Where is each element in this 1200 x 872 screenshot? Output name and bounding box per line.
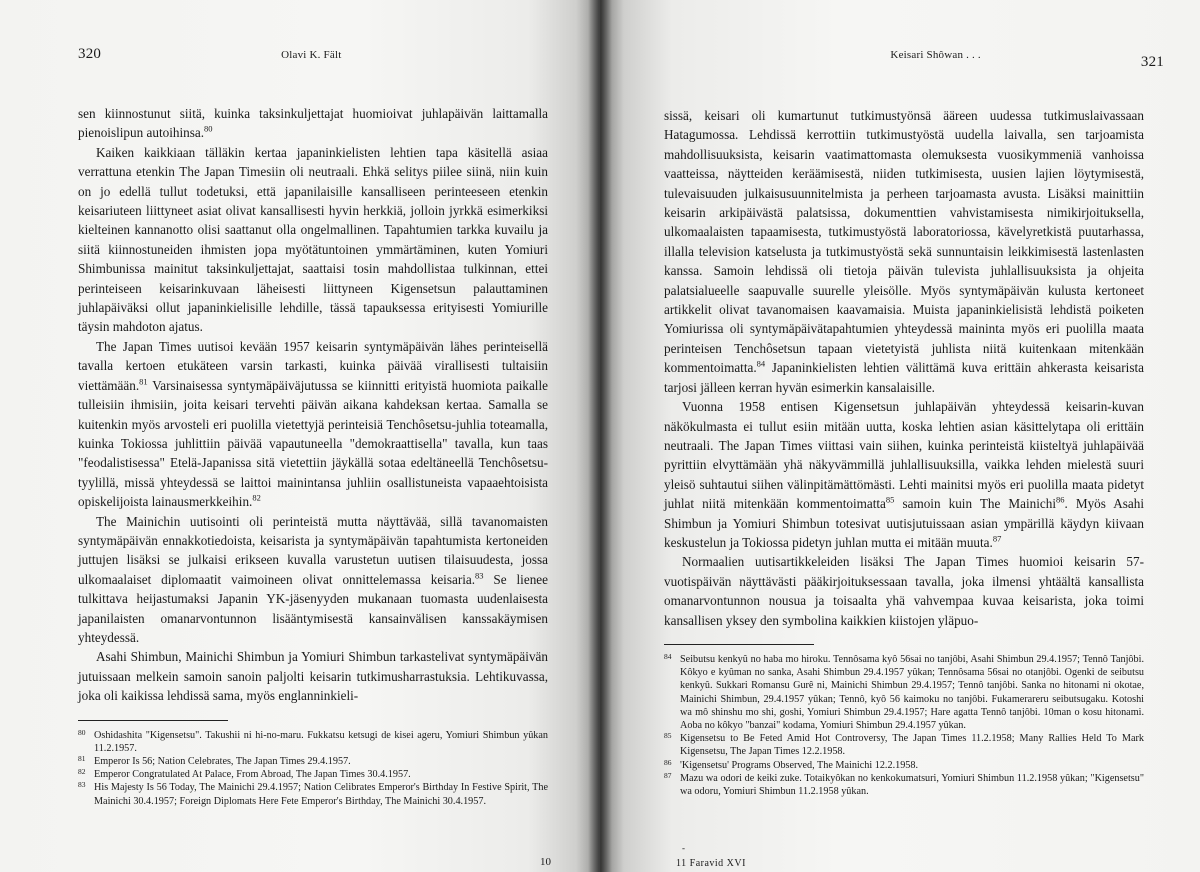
- footnote: [78, 755, 548, 768]
- left-footnotes: [78, 729, 548, 808]
- footnote-text: His Majesty Is 56 Today, The Mainichi 29.4.1957; Nation Celibrates Emperor's Birthday In Festive Spirit, The Mainichi 30.4.1957; Foreign Diplomats Here Fete Emperor's Birthday, The Mainichi 30.4.1957.: [94, 782, 548, 807]
- footnote-number: 82: [78, 767, 86, 777]
- footnote-number: 84: [664, 651, 672, 661]
- footnote-number: 81: [78, 754, 86, 763]
- body-paragraph: [78, 647, 548, 705]
- body-paragraph: [664, 397, 1144, 552]
- right-page-number: 321: [1140, 54, 1164, 70]
- body-paragraph: [78, 512, 548, 648]
- footnote-number: 86: [664, 757, 672, 767]
- footnote-reference: 85: [885, 494, 895, 505]
- footnote-reference: 81: [139, 376, 148, 387]
- paragraph-text: Se lienee tulkittava heijastumaksi Japanin YK-jäsenyyden mukanaan tuomasta uudenlaisesta japanilaisten omanarvontunnon lisääntymisestä kansainvälisen kanssakäymisen yhteydessä.: [78, 571, 548, 645]
- right-running-head-title: Keisari Shôwan . . .: [890, 49, 981, 61]
- footnote-reference: 80: [204, 124, 213, 135]
- paragraph-text: The Mainichin uutisointi oli perinteistä mutta näyttävää, sillä tavanomaisten syntymäpäivän ennakkotiedoista, keisarista ja syntymäpäivän tapahtumista kertoneiden juttujen lisäksi se julkaisi erikseen kuvalla varustetun uutisen tilaisuudesta, jossa ulkomaalaiset diplomaatit vaimoineen olivat onnittelemassa keisaria.: [78, 513, 548, 587]
- body-paragraph: [664, 552, 1144, 630]
- left-running-head: [78, 46, 570, 76]
- paragraph-text: sen kiinnostunut siitä, kuinka taksinkuljettajat huomioivat juhlapäivän laittamalla pienoislipun autoihinsa.: [78, 106, 548, 141]
- footnote-reference: 82: [252, 492, 261, 503]
- paragraph-text: Japaninkielisten lehtien välittämä kuva erittäin ahkerasta keisarista tarjosi jälleen kerran hyvän esimerkin kansalaisille.: [664, 360, 1144, 395]
- footnote: [78, 768, 548, 781]
- left-running-head-author: Olavi K. Fält: [281, 49, 342, 61]
- right-signature-mark: 11 Faravid XVI: [676, 858, 746, 869]
- paragraph-text: Asahi Shimbun, Mainichi Shimbun ja Yomiuri Shimbun tarkastelivat syntymäpäivän jutuissaan melkein samoin sanoin paljolti keisarin tutkimusharrastuksia. Lehtikuvassa, joka oli kaikissa lehdissä sama, myös englanninkieli-: [78, 649, 548, 704]
- footnote-text: Mazu wa odori de keiki zuke. Totaikyôkan no kenkokumatsuri, Yomiuri Shimbun 11.2.1958 yûkan; "Kigensetsu" wa odoru, Yomiuri Shimbun 11.2.1958 yûkan.: [680, 772, 1144, 797]
- footnote-text: Oshidashita "Kigensetsu". Takushii ni hi-no-maru. Fukkatsu ketsugi de kisei ageru, Yomiuri Shimbun yûkan 11.2.1957.: [94, 729, 548, 754]
- footnote: [664, 772, 1144, 798]
- footnote-text: Emperor Congratulated At Palace, From Abroad, The Japan Times 30.4.1957.: [94, 769, 411, 781]
- footnote-reference: 87: [992, 533, 1002, 544]
- right-page: [600, 0, 1200, 872]
- footnote: [664, 759, 1144, 772]
- footnote: [78, 781, 548, 807]
- body-paragraph: [664, 106, 1144, 397]
- footnote: [664, 653, 1144, 732]
- left-signature-mark: 10: [540, 856, 551, 868]
- paragraph-text: . Myös Asahi Shimbun ja Yomiuri Shimbun totesivat uutisjutuissaan asian ympärillä käydyn kiivaan keskustelun ja Tokiossa pidetyn juhlan mutta ei mitään muuta.: [664, 496, 1144, 550]
- footnote: [78, 729, 548, 755]
- paragraph-text: Vuonna 1958 entisen Kigensetsun juhlapäivän yhteydessä keisarin-kuvan näkökulmasta ei tullut esiin mitään uutta, koska lehtien asian käsittelytapa oli erittäin neutraali. The Japan Times viittasi vain siihen, kuinka perinteistä kiisteltyä juhlapäivää pyrittiin elvyttämään yhä näkyvämmillä juhlallisuuksilla, vaikka lehden mielestä suuri yleisö suhtautui siihen välinpitämättömästi. Lehti mainitsi myös eri puolilla maata pidetyt juhlat niitä mitenkään kommentoimatta: [664, 399, 1144, 512]
- paragraph-text: samoin kuin The Mainichi: [894, 496, 1057, 512]
- left-body-text: [78, 104, 548, 706]
- body-paragraph: [78, 143, 548, 337]
- footnote-text: 'Kigensetsu' Programs Observed, The Mainichi 12.2.1958.: [680, 759, 919, 771]
- footnote-number: 83: [78, 780, 86, 790]
- right-footnotes: [664, 653, 1144, 798]
- paragraph-text: Varsinaisessa syntymäpäiväjutussa se kiinnitti erityistä huomiota paikalle tulleisiin ihmisiin, joita keisari tervehti päivän aikana kahdeksan kertaa. Samalla se kuitenkin myös arvosteli eri puolilla vietettyjä perinteisiä Tenchôsetsu-juhlia toteamalla, kuinka Tokiossa juhlittiin päivää vapautuneella "demokraattisella" tavalla, kun taas "feodalistisessa" Etelä-Japanissa sitä vietettiin jäykällä sotaa edeltäneellä Tenchôsetsu-tyylillä, missä yhteydessä se laittoi mainintansa juhliin osallistuneista vapaaehtoisista opiskelijoista lainausmerkkeihin.: [78, 377, 548, 510]
- footnote-text: Emperor Is 56; Nation Celebrates, The Japan Times 29.4.1957.: [94, 756, 351, 767]
- footnote-reference: 84: [756, 358, 766, 369]
- body-paragraph: [78, 104, 548, 143]
- footnote-reference: 86: [1056, 494, 1065, 505]
- footnote-number: 80: [78, 727, 86, 737]
- right-tick-mark: -: [682, 843, 685, 853]
- paragraph-text: Kaiken kaikkiaan tälläkin kertaa japaninkielisten lehtien tapa käsitellä asiaa verrattuna etenkin The Japan Timesiin oli neutraali. Ehkä selitys piilee siinä, niin kuin on jo edellä tullut todetuksi, että japanilaisille kansalliseen perinteeseen etenkin keisariuteen liittyneet asiat olivat kansallisesti hyvin herkkiä, jolloin jyrkkä esimerkiksi kielteinen kannanotto olisi saattanut olla ongelmallinen. Tapahtumien tarkka kuvailu ja siitä kiinnostuneiden ihmisten jopa myötätuntoinen ymmärtäminen, kuten Yomiuri Shimbunissa mainitut taksinkuljettajat, saattaisi tosin mahdollistaa tulkinnan, ettei perinteiseen keisarinkuvaan läheisesti liittyneen Kigensetsun palauttaminen juhlapäiväksi ollut japaninkielisille lehdille, tässä tapauksessa erityisesti Yomiurille täysin mahdoton ajatus.: [78, 144, 548, 335]
- footnote: [664, 732, 1144, 758]
- right-body-text: [664, 106, 1144, 630]
- footnote-text: Kigensetsu to Be Feted Amid Hot Controversy, The Japan Times 11.2.1958; Many Rallies Held To Mark Kigensetsu, The Japan Times 12.2.1958.: [680, 733, 1144, 758]
- paragraph-text: sissä, keisari oli kumartunut tutkimustyönsä ääreen uudessa tutkimuslaivassaan Hatagumossa. Lehdissä kerrottiin tutkimustyöstä uudella laivalla, sen tarjoamista mahdollisuuksista, keisarin vaatimattomasta olemuksesta vuosikymmeniä vanhoissa vaatteissa, näytteiden keräämisestä, niiden tutkimisesta, uusien lajien löytymisestä, tulevaisuuden julkaisusuunnitelmista ja perheen tarjoamasta avusta. Lisäksi mainittiin keisarin arkipäivästä palatsissa, dokumenttien vahvistamisesta nimikirjoituksella, ulkomaalaisten tapaamisesta, tutkimustyöstä laboratoriossa, kävelyretkistä puutarhassa, illalla television katselusta ja tutkimustyöstä sekä sunnuntaisin leikkimisestä lastenlasten kanssa. Samoin lehdissä oli tietoja päivän tulevista juhlallisuuksista ja ohjeita palatsialueelle saapuvalle suurelle yleisölle. Myös syntymäpäivän kulusta kertoneet artikkelit olivat tavanomaisen kaavamaisia. Muista japaninkielisistä lehdistä poiketen Yomiurissa oli syntymäpäivätapahtumien yhteydessä maininta myös eri puolilla maata perinteisen Tenchôsetsun tapaan vietetyistä juhlista niitä kuitenkaan mitenkään kommentoimatta.: [664, 108, 1144, 376]
- left-page-number: 320: [78, 46, 102, 62]
- paragraph-text: Normaalien uutisartikkeleiden lisäksi The Japan Times huomioi keisarin 57-vuotispäivän näyttävästi pääkirjoituksessaan tavalla, joka ilmensi yhtäältä kansallista omanarvontunnon nousua ja toisaalta yhä vahvempaa kuvaa keisarista, joka toimi kansallisen yksey den symbolina kaikkien kiistojen yläpuo-: [664, 554, 1144, 628]
- footnote-number: 85: [664, 731, 672, 741]
- footnote-number: 87: [664, 770, 672, 780]
- footnote-text: Seibutsu kenkyû no haba mo hiroku. Tennôsama kyô 56sai no tanjôbi, Asahi Shimbun 29.4.1957; Tennô Tanjôbi. Kôkyo e kyûman no sanka, Asahi Shimbun 29.4.1957 yûkan; Tennôsama 56sai no otanjôbi. Ogenki de seibutsu kenkyû. Sukkari Romansu Gurê ni, Mainichi Shimbun 29.4.1957; Tennô tanjôbi. Sanka no hitonami ni okotae, Mainichi Shimbun, 29.4.1957 yûkan; Tennô, kyô 56 kaimoku no tanjôbi. Fukamerareru seibutsugaku. Kotoshi wa mô shinshu mo shi, goshi, Yomiuri Shimbun 29.4.1957; Hare agatta Tennô tanjôbi. 10man o kosu hitonami. Aoba no kôkyo "banzai" kodama, Yomiuri Shimbun 29.4.1957 yûkan.: [680, 653, 1144, 731]
- left-footnote-rule: [78, 720, 228, 721]
- footnote-reference: 83: [475, 570, 484, 581]
- body-paragraph: [78, 337, 548, 512]
- right-running-head: [664, 46, 1164, 76]
- paragraph-text: The Japan Times uutisoi kevään 1957 keisarin syntymäpäivän lähes perinteisellä tavalla kertoen etukäteen varsin tarkasti, kuinka päivää virallisesti tultaisiin viettämään.: [78, 338, 548, 393]
- right-footnote-rule: [664, 644, 814, 645]
